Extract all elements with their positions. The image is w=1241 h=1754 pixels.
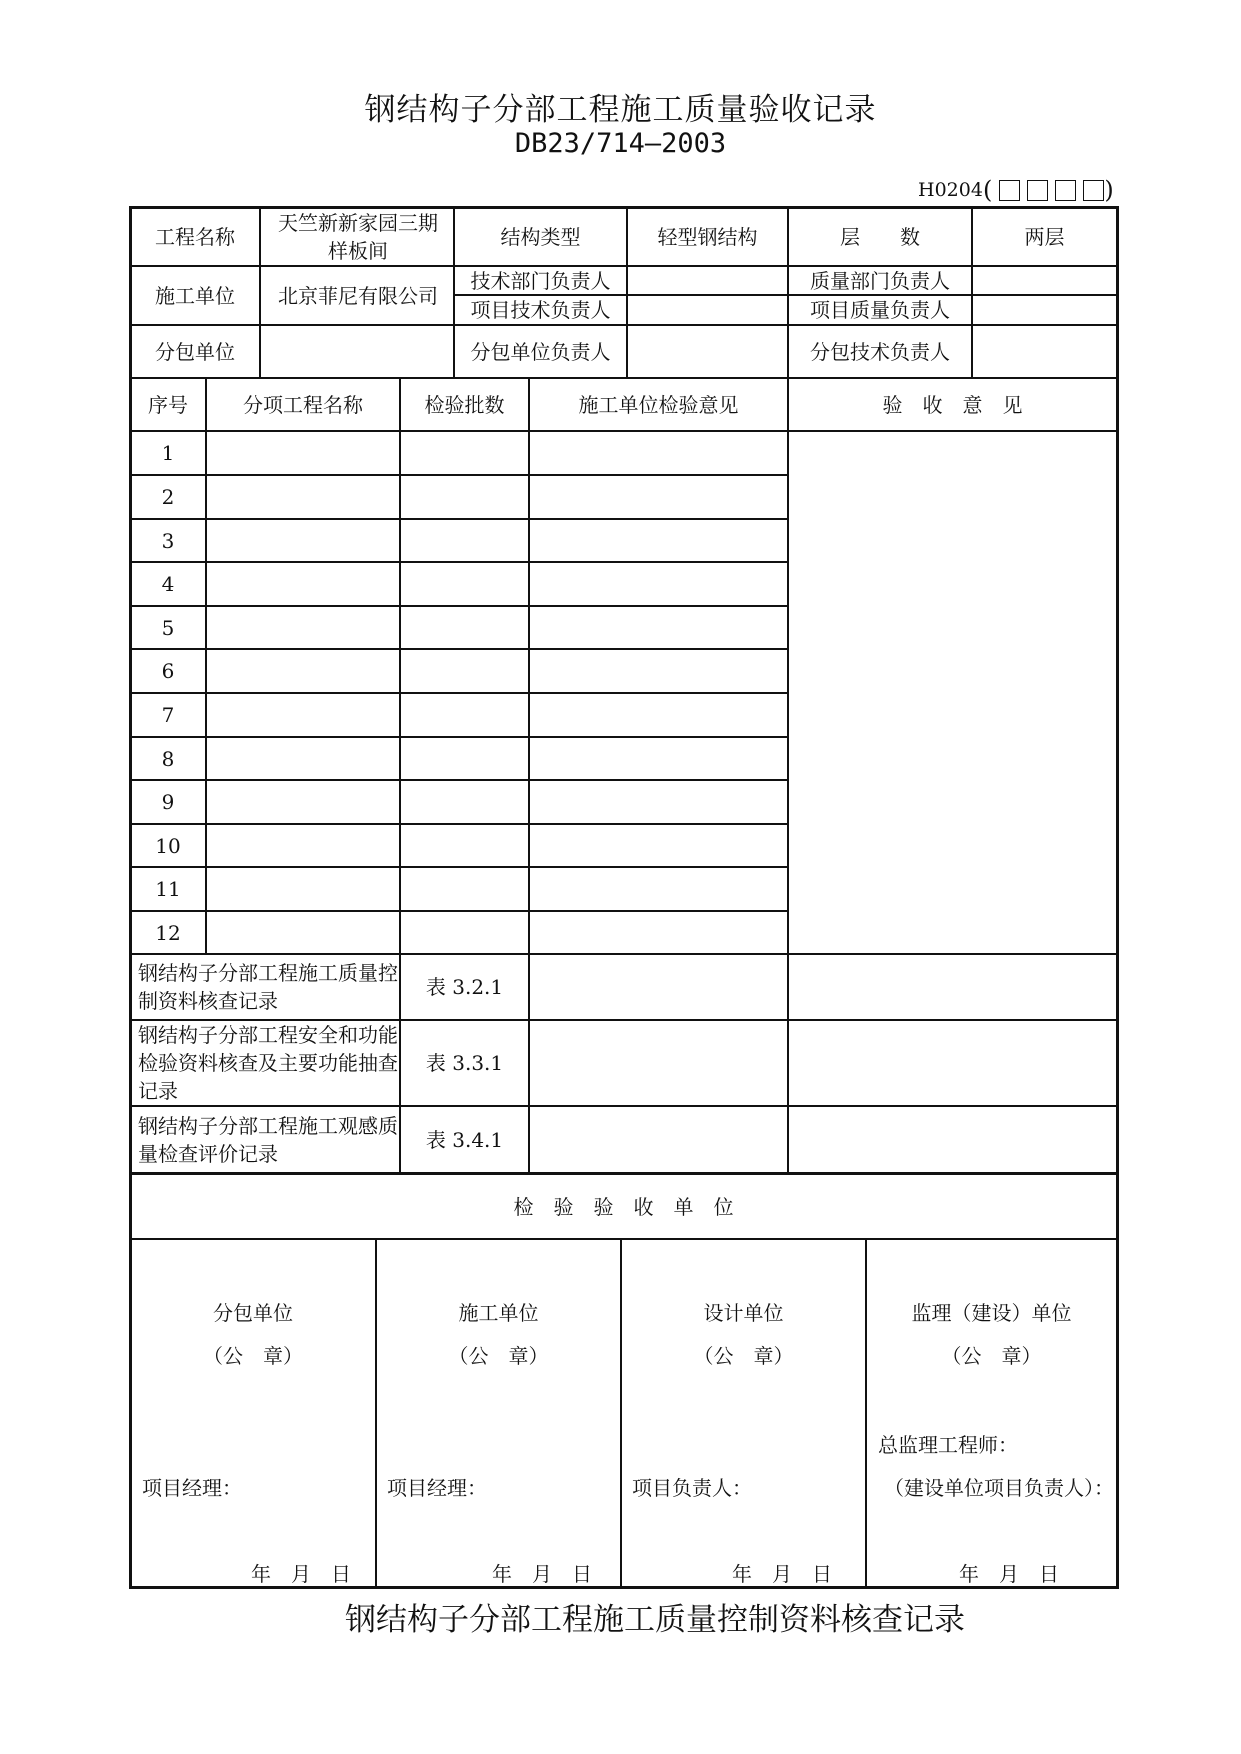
unit-seal: （公 章）	[203, 1344, 303, 1368]
unit-date: 年 月 日	[959, 1562, 1059, 1586]
row-index: 12	[155, 920, 181, 945]
col-header-contractor-opinion: 施工单位检验意见	[578, 392, 739, 417]
col-header-batch-count: 检验批数	[424, 392, 505, 417]
record-ref: 表 3.2.1	[425, 975, 504, 999]
unit-seal: （公 章）	[941, 1344, 1042, 1368]
row-index: 3	[161, 528, 175, 553]
paren-close: )	[1104, 176, 1114, 204]
floors-label: 层 数	[840, 224, 920, 249]
form-code	[918, 176, 1114, 204]
record-name: 钢结构子分部工程安全和功能检验资料核查及主要功能抽查记录	[138, 1023, 398, 1103]
col-header-acceptance-opinion: 验 收 意 见	[882, 392, 1023, 417]
col-header-index: 序号	[148, 392, 188, 417]
chief-supervisor-label: 总监理工程师：	[878, 1433, 1018, 1457]
unit-name: 分包单位	[213, 1301, 293, 1325]
quality-dept-head-value[interactable]	[973, 267, 1116, 294]
code-box	[1027, 180, 1048, 201]
form-code-text: H0204	[918, 179, 983, 201]
project-tech-head-label: 项目技术负责人	[470, 298, 611, 322]
project-name-label: 工程名称	[155, 224, 235, 249]
row-index: 11	[155, 877, 181, 901]
code-box	[1083, 180, 1104, 201]
footer-caption: 钢结构子分部工程施工质量控制资料核查记录	[345, 1602, 965, 1638]
unit-seal: （公 章）	[693, 1344, 794, 1368]
record-ref: 表 3.3.1	[425, 1051, 504, 1075]
standard-number: DB23/714—2003	[514, 128, 727, 159]
subcontractor-value[interactable]	[261, 326, 453, 377]
structure-type-label: 结构类型	[500, 224, 581, 249]
paren-open: (	[982, 176, 993, 204]
row-index: 6	[161, 659, 175, 683]
unit-date: 年 月 日	[492, 1562, 592, 1586]
record-name: 钢结构子分部工程施工观感质量检查评价记录	[138, 1113, 398, 1166]
quality-dept-head-label: 质量部门负责人	[810, 268, 950, 293]
unit-date: 年 月 日	[251, 1562, 351, 1586]
sub-head-value[interactable]	[628, 326, 787, 377]
unit-name: 设计单位	[703, 1301, 784, 1325]
row-index: 4	[161, 572, 175, 596]
project-tech-head-value[interactable]	[628, 296, 787, 324]
row-index: 1	[161, 441, 175, 465]
unit-sign-label: 项目经理：	[142, 1476, 242, 1500]
structure-type-value: 轻型钢结构	[657, 224, 758, 249]
project-quality-head-label: 项目质量负责人	[810, 298, 950, 322]
row-index: 9	[161, 790, 175, 814]
subcontractor-label: 分包单位	[155, 339, 235, 364]
floors-value: 两层	[1024, 224, 1065, 249]
unit-name: 监理（建设）单位	[911, 1301, 1072, 1325]
record-ref: 表 3.4.1	[425, 1127, 504, 1152]
unit-sign-label: （建设单位项目负责人）：	[884, 1476, 1114, 1500]
contractor-value: 北京菲尼有限公司	[278, 283, 438, 308]
project-quality-head-value[interactable]	[973, 296, 1116, 324]
code-box	[999, 180, 1020, 201]
tech-dept-head-value[interactable]	[628, 267, 787, 294]
unit-sign-label: 项目负责人：	[632, 1476, 752, 1500]
page-title: 钢结构子分部工程施工质量验收记录	[364, 92, 877, 128]
code-box	[1055, 180, 1076, 201]
acceptance-title: 检 验 验 收 单 位	[513, 1194, 734, 1219]
contractor-label: 施工单位	[155, 283, 235, 308]
unit-name: 施工单位	[458, 1301, 539, 1325]
project-name-value: 天竺新新家园三期样板间	[278, 210, 438, 263]
sub-tech-head-label: 分包技术负责人	[810, 339, 950, 364]
row-index: 8	[161, 746, 175, 771]
col-header-item-name: 分项工程名称	[243, 392, 363, 417]
sub-head-label: 分包单位负责人	[470, 339, 611, 364]
unit-sign-label: 项目经理：	[387, 1476, 487, 1500]
tech-dept-head-label: 技术部门负责人	[470, 268, 611, 293]
row-index: 2	[161, 485, 175, 509]
sub-tech-head-value[interactable]	[973, 326, 1116, 377]
unit-seal: （公 章）	[448, 1344, 549, 1368]
row-index: 10	[155, 833, 181, 858]
unit-date: 年 月 日	[732, 1562, 832, 1586]
record-name: 钢结构子分部工程施工质量控制资料核查记录	[138, 961, 398, 1013]
row-index: 7	[161, 703, 175, 727]
row-index: 5	[161, 615, 175, 640]
